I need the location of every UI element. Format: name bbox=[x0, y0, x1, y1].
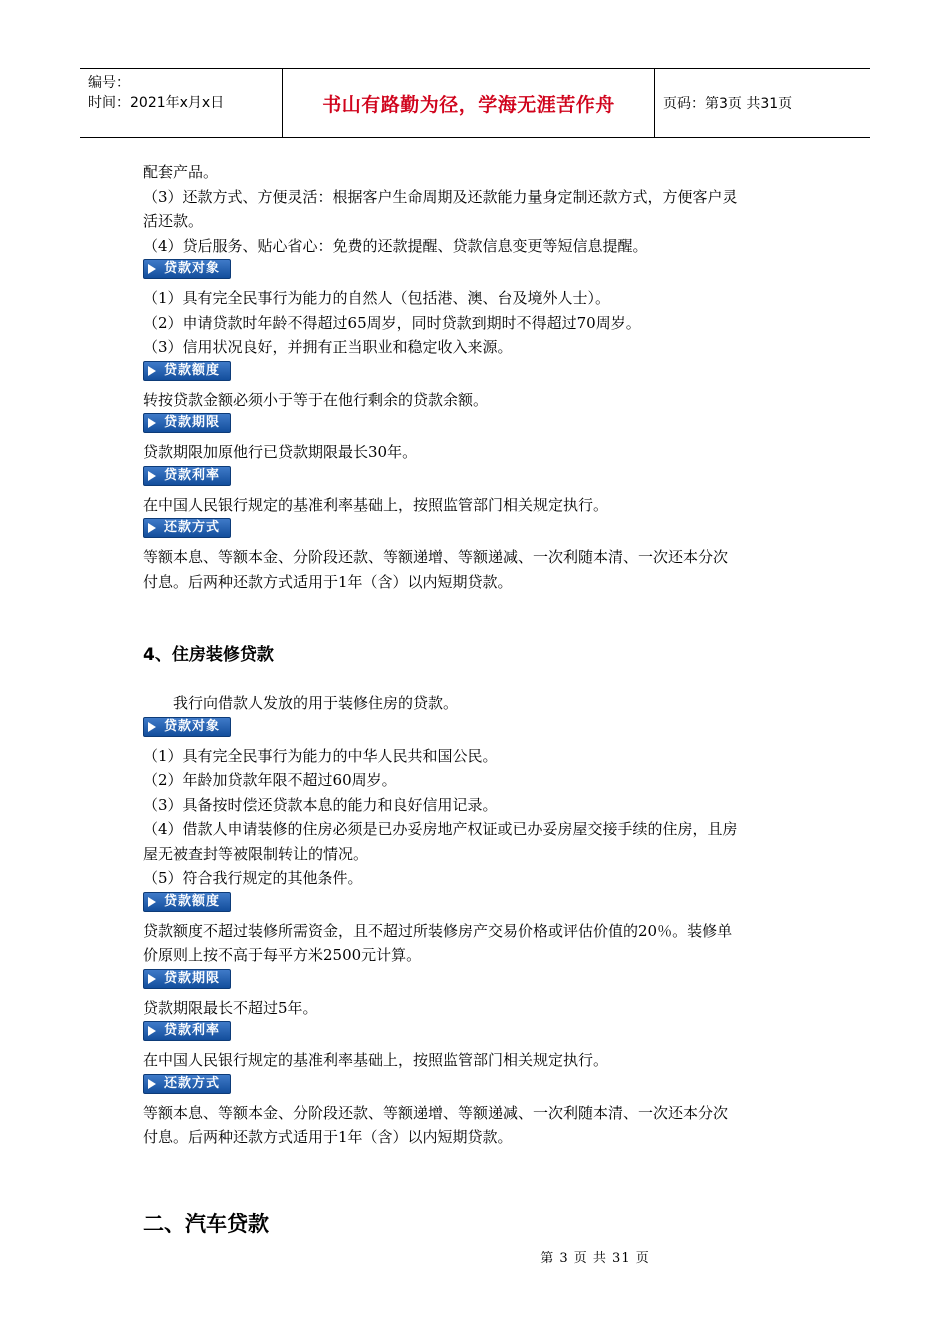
arrow-right-icon bbox=[148, 418, 156, 428]
text-line: （5）符合我行规定的其他条件。 bbox=[143, 869, 363, 887]
badge-loan-rate: 贷款利率 bbox=[143, 1021, 231, 1041]
text-line: （4）借款人申请装修的住房必须是已办妥房地产权证或已办妥房屋交接手续的住房，且房 bbox=[143, 820, 738, 838]
text-line: 付息。后两种还款方式适用于1年（含）以内短期贷款。 bbox=[143, 572, 513, 591]
arrow-right-icon bbox=[148, 471, 156, 481]
text-line: （4）贷后服务、贴心省心：免费的还款提醒、贷款信息变更等短信息提醒。 bbox=[143, 236, 648, 255]
arrow-right-icon bbox=[148, 264, 156, 274]
header-left-cell bbox=[80, 69, 282, 137]
text-line: 贷款额度不超过装修所需资金，且不超过所装修房产交易价格或评估价值的20％。装修单 bbox=[143, 921, 733, 940]
arrow-right-icon bbox=[148, 523, 156, 533]
badge-loan-amount: 贷款额度 bbox=[143, 361, 231, 381]
chapter-heading: 二、汽车贷款 bbox=[143, 1211, 269, 1236]
arrow-right-icon bbox=[148, 722, 156, 732]
section-heading: 4、住房装修贷款 bbox=[143, 645, 274, 665]
text-line: 等额本息、等额本金、分阶段还款、等额递增、等额递减、一次利随本清、一次还本分次 bbox=[143, 1103, 729, 1122]
arrow-right-icon bbox=[148, 1079, 156, 1089]
page-footer: 第 3 页 共 31 页 bbox=[540, 1251, 650, 1266]
text-line: 活还款。 bbox=[143, 212, 204, 230]
header-motto: 书山有路勤为径，学海无涯苦作舟 bbox=[282, 69, 655, 137]
header-page-info: 页码：第3页 共31页 bbox=[663, 96, 793, 112]
badge-repayment-method: 还款方式 bbox=[143, 1074, 231, 1094]
arrow-right-icon bbox=[148, 897, 156, 907]
text-line: 价原则上按不高于每平方米2500元计算。 bbox=[143, 946, 422, 964]
badge-loan-term: 贷款期限 bbox=[143, 413, 231, 433]
badge-repayment-method: 还款方式 bbox=[143, 518, 231, 538]
document-body bbox=[143, 160, 813, 1238]
badge-loan-term: 贷款期限 bbox=[143, 969, 231, 989]
text-line: （3）具备按时偿还贷款本息的能力和良好信用记录。 bbox=[143, 795, 498, 814]
arrow-right-icon bbox=[148, 366, 156, 376]
doc-date-label: 时间：2021年x月x日 bbox=[88, 95, 225, 111]
text-line: （1）具有完全民事行为能力的自然人（包括港、澳、台及境外人士）。 bbox=[143, 289, 611, 307]
text-line: 转按贷款金额必须小于等于在他行剩余的贷款余额。 bbox=[143, 390, 489, 409]
page-header bbox=[80, 68, 870, 138]
text-line: 配套产品。 bbox=[143, 163, 219, 181]
text-line: （2）年龄加贷款年限不超过60周岁。 bbox=[143, 771, 397, 789]
badge-loan-amount: 贷款额度 bbox=[143, 892, 231, 912]
text-line: （2）申请贷款时年龄不得超过65周岁，同时贷款到期时不得超过70周岁。 bbox=[143, 313, 641, 332]
text-line: 在中国人民银行规定的基准利率基础上，按照监管部门相关规定执行。 bbox=[143, 495, 609, 514]
text-line: 付息。后两种还款方式适用于1年（含）以内短期贷款。 bbox=[143, 1128, 513, 1146]
text-line: （1）具有完全民事行为能力的中华人民共和国公民。 bbox=[143, 746, 498, 765]
text-line: 贷款期限加原他行已贷款期限最长30年。 bbox=[143, 443, 418, 461]
intro-paragraph: 我行向借款人发放的用于装修住房的贷款。 bbox=[173, 694, 459, 712]
text-line: （3）信用状况良好，并拥有正当职业和稳定收入来源。 bbox=[143, 338, 513, 356]
badge-loan-object: 贷款对象 bbox=[143, 717, 231, 737]
text-line: 屋无被查封等被限制转让的情况。 bbox=[143, 844, 369, 863]
arrow-right-icon bbox=[148, 1026, 156, 1036]
text-line: 贷款期限最长不超过5年。 bbox=[143, 998, 318, 1017]
arrow-right-icon bbox=[148, 974, 156, 984]
badge-loan-rate: 贷款利率 bbox=[143, 466, 231, 486]
text-line: 等额本息、等额本金、分阶段还款、等额递增、等额递减、一次利随本清、一次还本分次 bbox=[143, 548, 729, 566]
text-line: （3）还款方式、方便灵活：根据客户生命周期及还款能力量身定制还款方式，方便客户灵 bbox=[143, 187, 738, 206]
text-line: 在中国人民银行规定的基准利率基础上，按照监管部门相关规定执行。 bbox=[143, 1051, 609, 1069]
doc-number-label: 编号： bbox=[88, 75, 130, 91]
badge-loan-object: 贷款对象 bbox=[143, 259, 231, 279]
